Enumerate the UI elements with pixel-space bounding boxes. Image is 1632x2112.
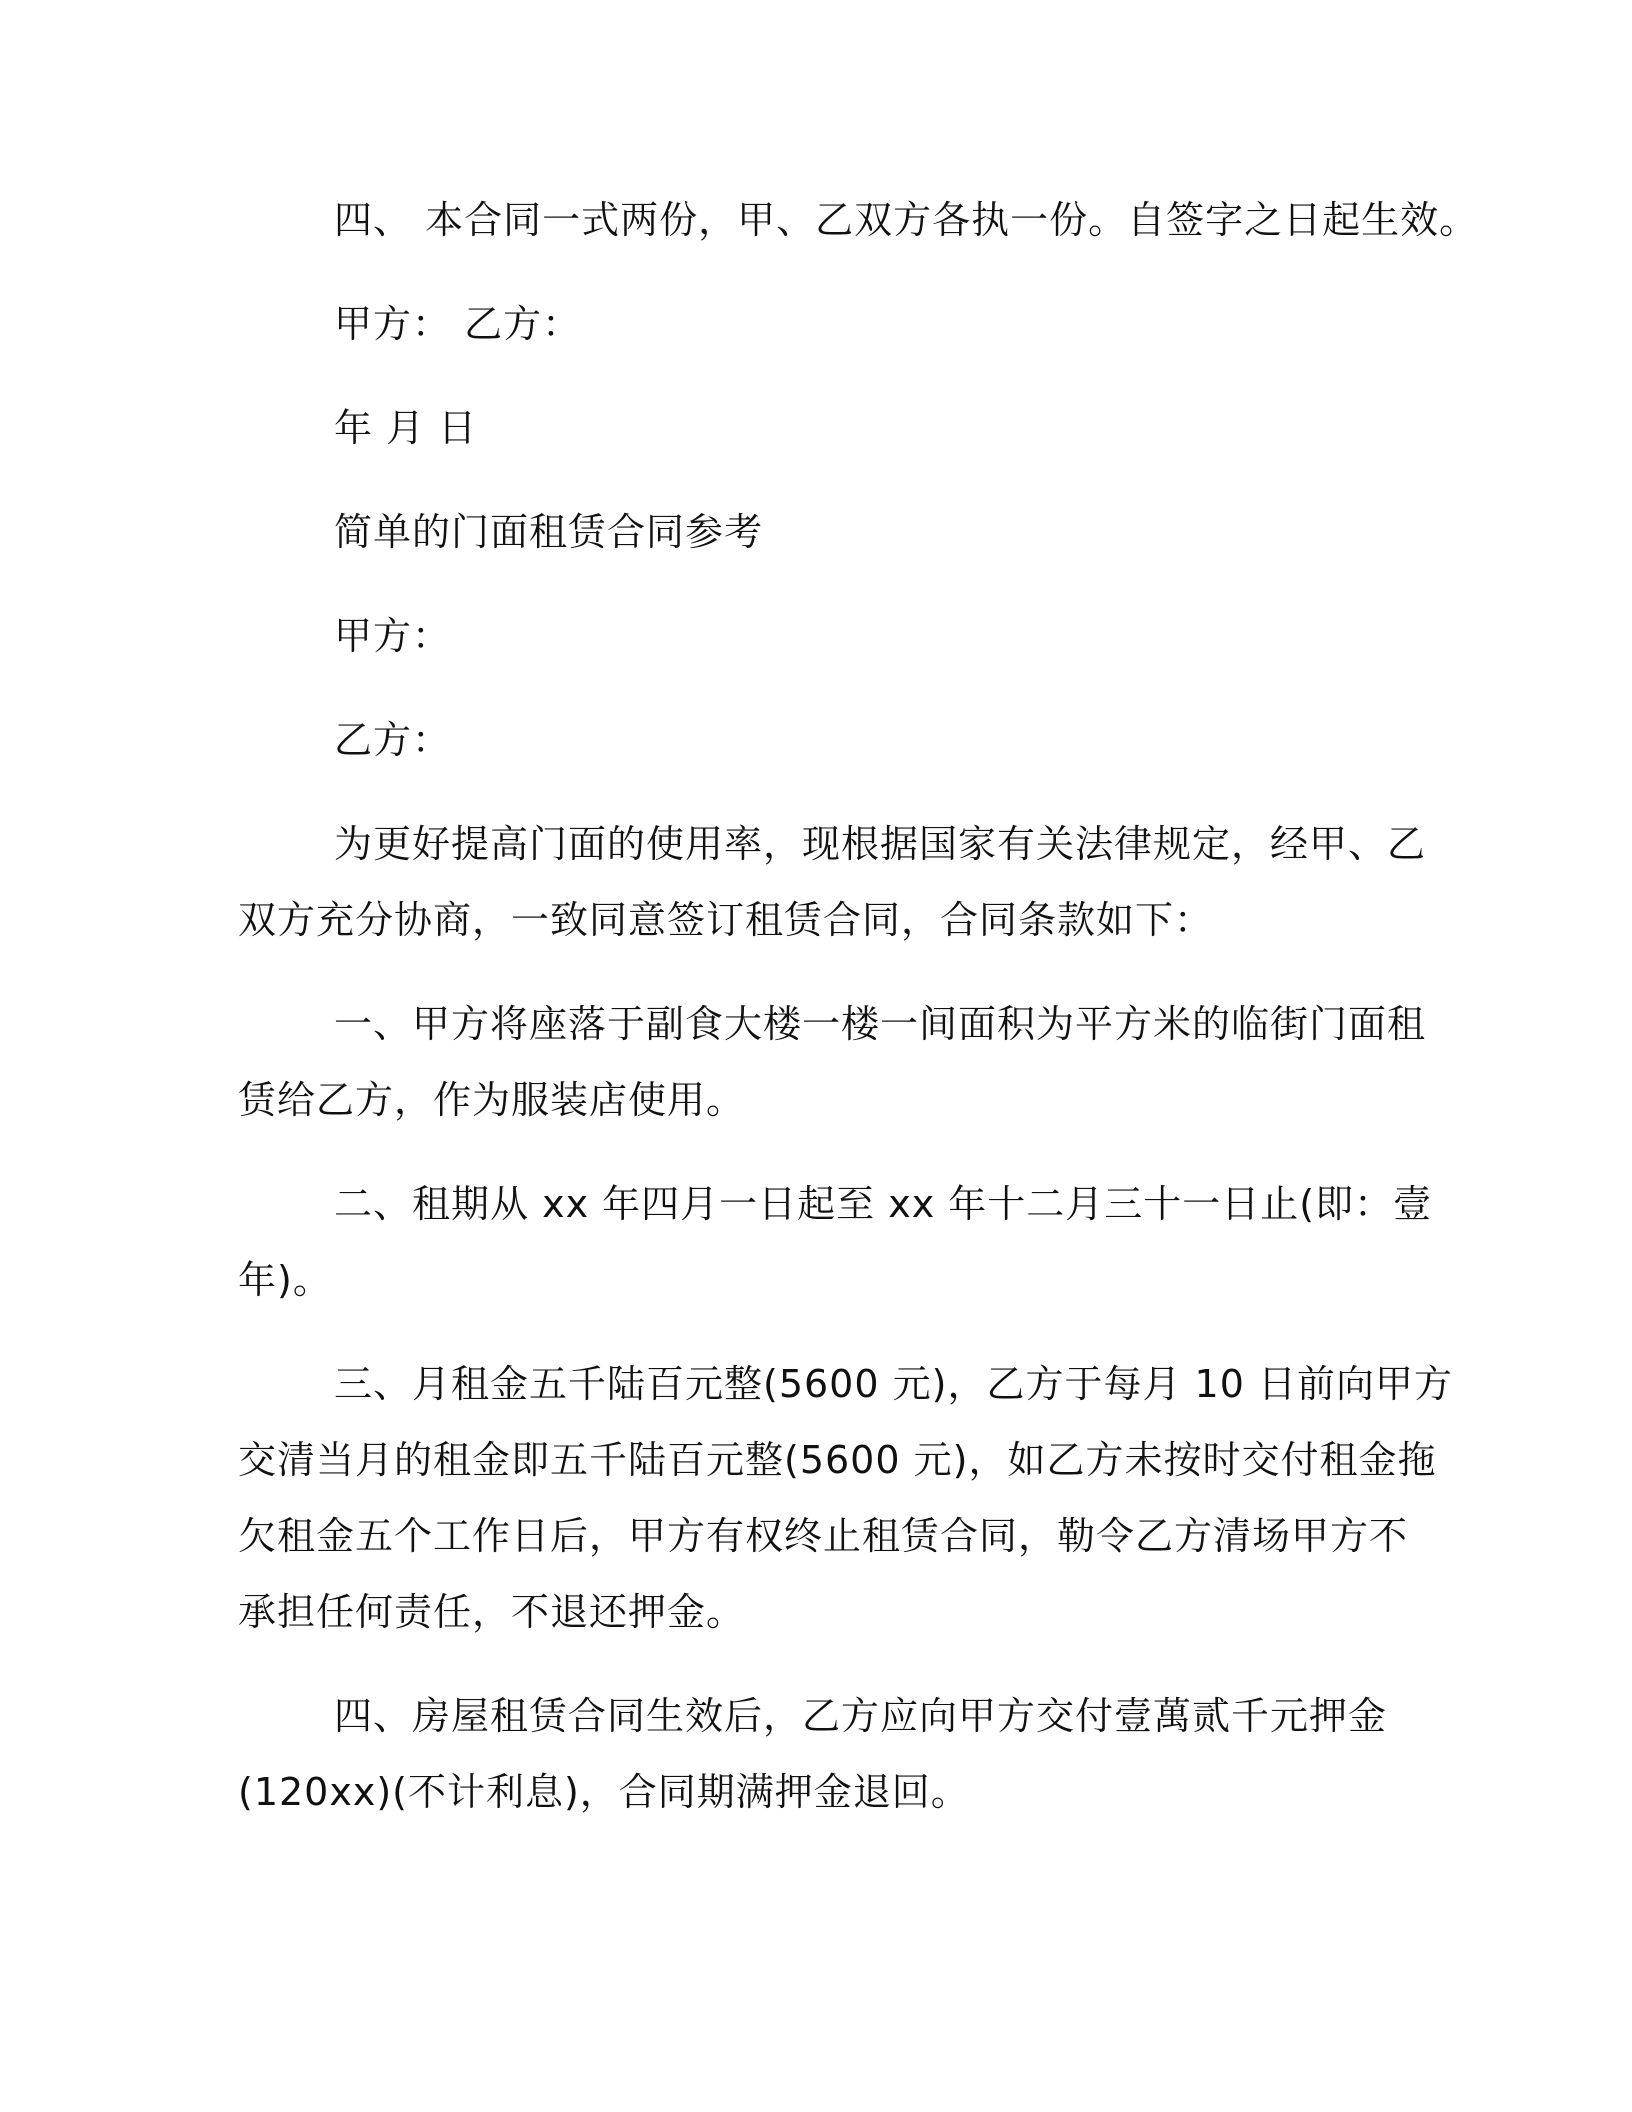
clause-three-line-4: 承担任何责任，不退还押金。 <box>238 1590 746 1634</box>
clause-one-line-1: 一、甲方将座落于副食大楼一楼一间面积为平方米的临街门面租 <box>334 1002 1427 1046</box>
intro-paragraph-line-2: 双方充分协商，一致同意签订租赁合同，合同条款如下： <box>238 898 1214 942</box>
date-line: 年 月 日 <box>334 406 478 450</box>
intro-paragraph-line-1: 为更好提高门面的使用率，现根据国家有关法律规定，经甲、乙 <box>334 822 1427 866</box>
clause-two-line-2: 年)。 <box>238 1258 332 1302</box>
clause-two-line-1: 二、租期从 xx 年四月一日起至 xx 年十二月三十一日止(即：壹 <box>334 1182 1433 1226</box>
clause-four-deposit-line-1: 四、房屋租赁合同生效后，乙方应向甲方交付壹萬贰千元押金 <box>334 1694 1388 1738</box>
clause-three-line-2: 交清当月的租金即五千陆百元整(5600 元)，如乙方未按时交付租金拖 <box>238 1438 1437 1482</box>
signature-party-line: 甲方： 乙方： <box>334 302 582 346</box>
clause-three-line-1: 三、月租金五千陆百元整(5600 元)，乙方于每月 10 日前向甲方 <box>334 1362 1453 1406</box>
party-b-line: 乙方： <box>334 718 452 762</box>
party-a-line: 甲方： <box>334 614 452 658</box>
clause-four-copies: 四、 本合同一式两份，甲、乙双方各执一份。自签字之日起生效。 <box>334 198 1479 242</box>
document-title: 简单的门面租赁合同参考 <box>334 510 764 554</box>
clause-one-line-2: 赁给乙方，作为服装店使用。 <box>238 1078 746 1122</box>
clause-four-deposit-line-2: (120xx)(不计利息)，合同期满押金退回。 <box>238 1770 970 1814</box>
clause-three-line-3: 欠租金五个工作日后，甲方有权终止租赁合同，勒令乙方清场甲方不 <box>238 1514 1409 1558</box>
